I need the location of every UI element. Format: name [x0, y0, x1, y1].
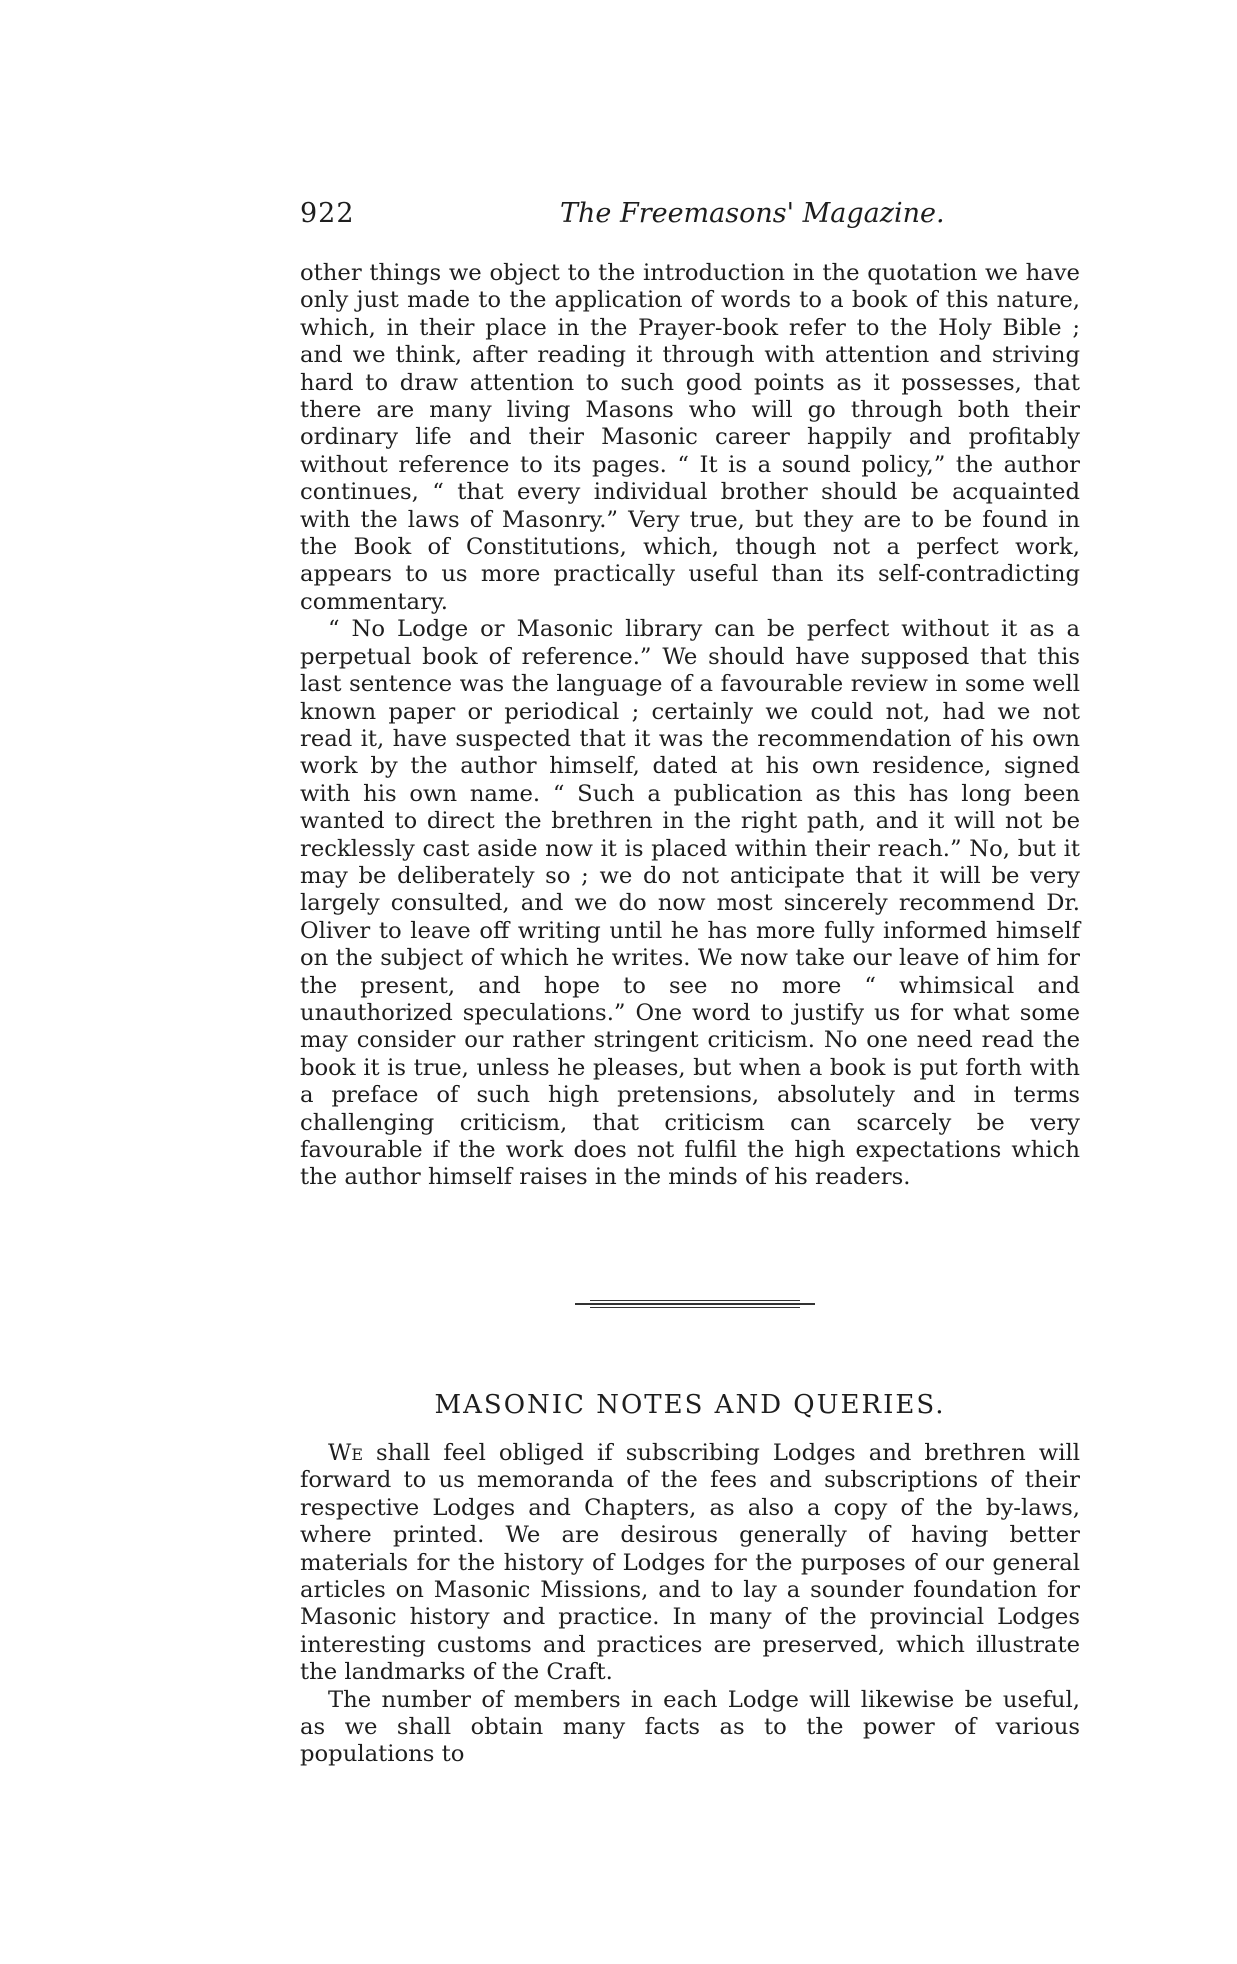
divider-line-middle [575, 1303, 815, 1305]
section-divider-rule [575, 1300, 815, 1308]
section-body [300, 1440, 1080, 1769]
drop-word: We [328, 1440, 363, 1466]
divider-line-top [590, 1300, 800, 1301]
section-heading: MASONIC NOTES AND QUERIES. [434, 1390, 946, 1420]
page-number: 922 [300, 198, 355, 229]
section-paragraph-2: The number of members in each Lodge will likewise be useful, as we shall obtain many facts as to the power of various populations to [300, 1686, 1080, 1768]
section-paragraph-1 [300, 1440, 1080, 1687]
running-title: The Freemasons' Magazine. [560, 198, 945, 229]
article-paragraph-2: “ No Lodge or Masonic library can be perfect without it as a perpetual book of reference.” We should have supposed that this last sentence was the language of a favourable review in some well known paper or periodical ; certainly we could not, had we not read it, have suspected that it was the recommendation of his own work by the author himself, dated at his own residence, signed with his own name. “ Such a publication as this has long been wanted to direct the brethren in the right path, and it will not be recklessly cast aside now it is placed within their reach.” No, but it may be deliberately so ; we do not anticipate that it will be very largely consulted, and we do now most sincerely recommend Dr. Oliver to leave off writing until he has more fully informed himself on the subject of which he writes. We now take our leave of him for the present, and hope to see no more “ whimsical and unauthorized speculations.” One word to justify us for what some may consider our rather stringent criticism. No one need read the book it is true, unless he pleases, but when a book is put forth with a preface of such high pretensions, absolutely and in terms challenging criticism, that criticism can scarcely be very favourable if the work does not fulfil the high expectations which the author himself raises in the minds of his readers. [300, 616, 1080, 1191]
article-paragraph-1: other things we object to the introduction in the quotation we have only just made to the application of words to a book of this nature, which, in their place in the Prayer-book refer to the Holy Bible ; and we think, after reading it through with attention and striving hard to draw attention to such good points as it possesses, that there are many living Masons who will go through both their ordinary life and their Masonic career happily and profitably without reference to its pages. “ It is a sound policy,” the author continues, “ that every individual brother should be acquainted with the laws of Masonry.” Very true, but they are to be found in the Book of Constitutions, which, though not a perfect work, appears to us more practically useful than its self-contradicting commentary. [300, 260, 1080, 615]
article-body [300, 260, 1080, 1192]
running-head [300, 198, 1080, 238]
divider-line-bottom [590, 1307, 800, 1308]
section-paragraph-1-text: shall feel obliged if subscribing Lodges and brethren will forward to us memoranda of the fees and subscriptions of their respective Lodges and Chapters, as also a copy of the by-laws, where printed. We are desirous generally of having better materials for the history of Lodges for the purposes of our general articles on Masonic Missions, and to lay a sounder foundation for Masonic history and practice. In many of the provincial Lodges interesting customs and practices are preserved, which illustrate the landmarks of the Craft. [300, 1440, 1080, 1686]
